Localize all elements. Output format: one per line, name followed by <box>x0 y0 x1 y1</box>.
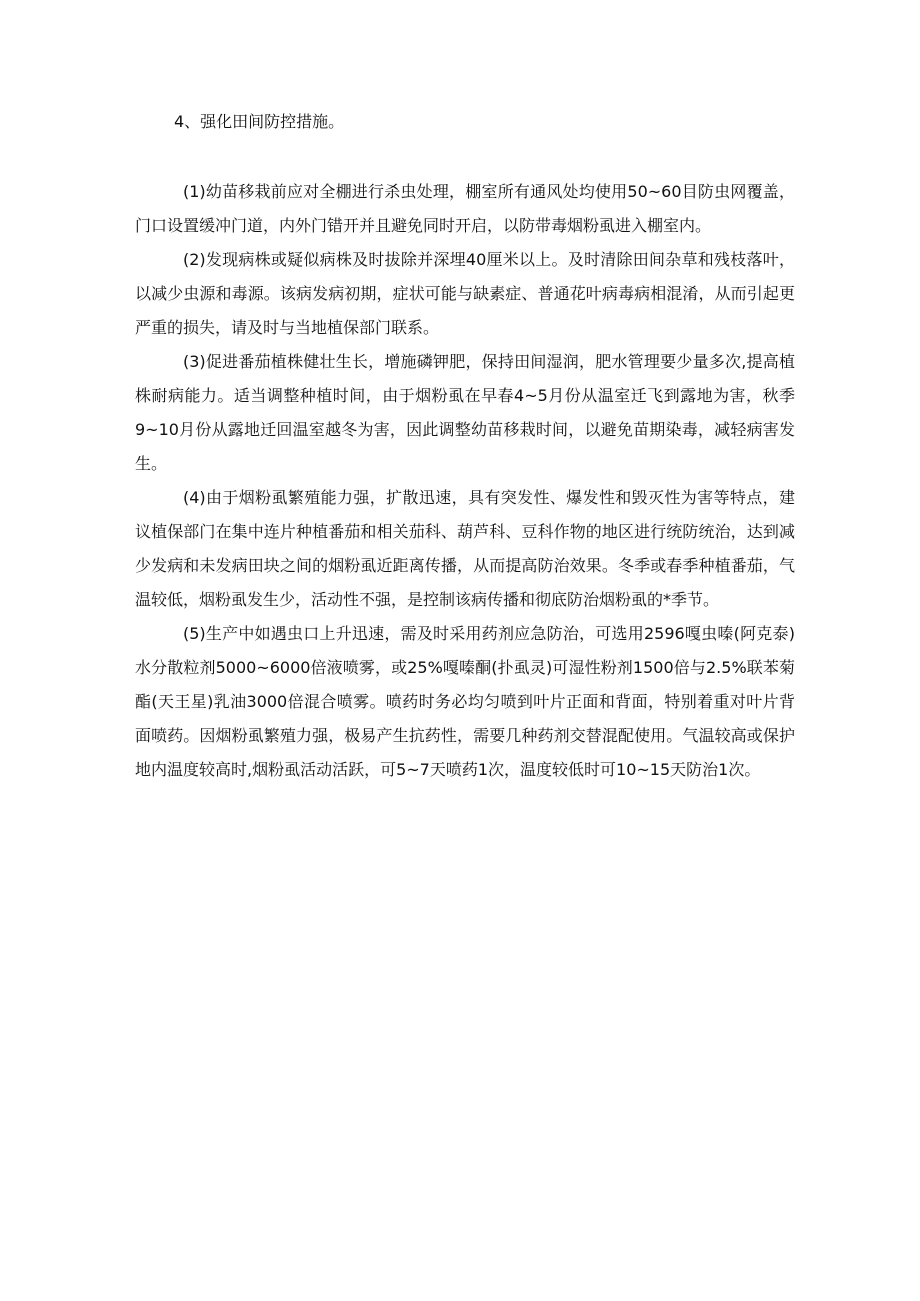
paragraph-4: (4)由于烟粉虱繁殖能力强，扩散迅速，具有突发性、爆发性和毁灭性为害等特点，建议植保部门在集中连片种植番茄和相关茄科、葫芦科、豆科作物的地区进行统防统治，达到减少发病和未发病田块之间的烟粉虱近距离传播，从而提高防治效果。冬季或春季种植番茄，气温较低，烟粉虱发生少，活动性不强，是控制该病传播和彻底防治烟粉虱的*季节。 <box>135 488 795 609</box>
paragraph-2: (2)发现病株或疑似病株及时拔除并深埋40厘米以上。及时清除田间杂草和残枝落叶，以减少虫源和毒源。该病发病初期，症状可能与缺素症、普通花叶病毒病相混淆，从而引起更严重的损失，请及时与当地植保部门联系。 <box>135 250 795 337</box>
section-heading: 4、强化田间防控措施。 <box>174 112 345 131</box>
document-content <box>135 105 795 787</box>
paragraph-3: (3)促进番茄植株健壮生长，增施磷钾肥，保持田间湿润，肥水管理要少量多次,提高植株耐病能力。适当调整种植时间，由于烟粉虱在早春4~5月份从温室迁飞到露地为害，秋季9~10月份从露地迁回温室越冬为害，因此调整幼苗移栽时间，以避免苗期染毒，减轻病害发生。 <box>135 352 795 473</box>
paragraph-5: (5)生产中如遇虫口上升迅速，需及时采用药剂应急防治，可选用2596嘎虫嗪(阿克泰)水分散粒剂5000~6000倍液喷雾，或25%嘎嗪酮(扑虱灵)可湿性粉剂1500倍与2.5%联苯菊酯(天王星)乳油3000倍混合喷雾。喷药时务必均匀喷到叶片正面和背面，特别着重对叶片背面喷药。因烟粉虱繁殖力强，极易产生抗药性，需要几种药剂交替混配使用。气温较高或保护地内温度较高时,烟粉虱活动活跃，可5~7天喷药1次，温度较低时可10~15天防治1次。 <box>135 624 795 779</box>
paragraph-1: (1)幼苗移栽前应对全棚进行杀虫处理，棚室所有通风处均使用50~60目防虫网覆盖，门口设置缓冲门道，内外门错开并且避免同时开启，以防带毒烟粉虱进入棚室内。 <box>135 182 795 235</box>
